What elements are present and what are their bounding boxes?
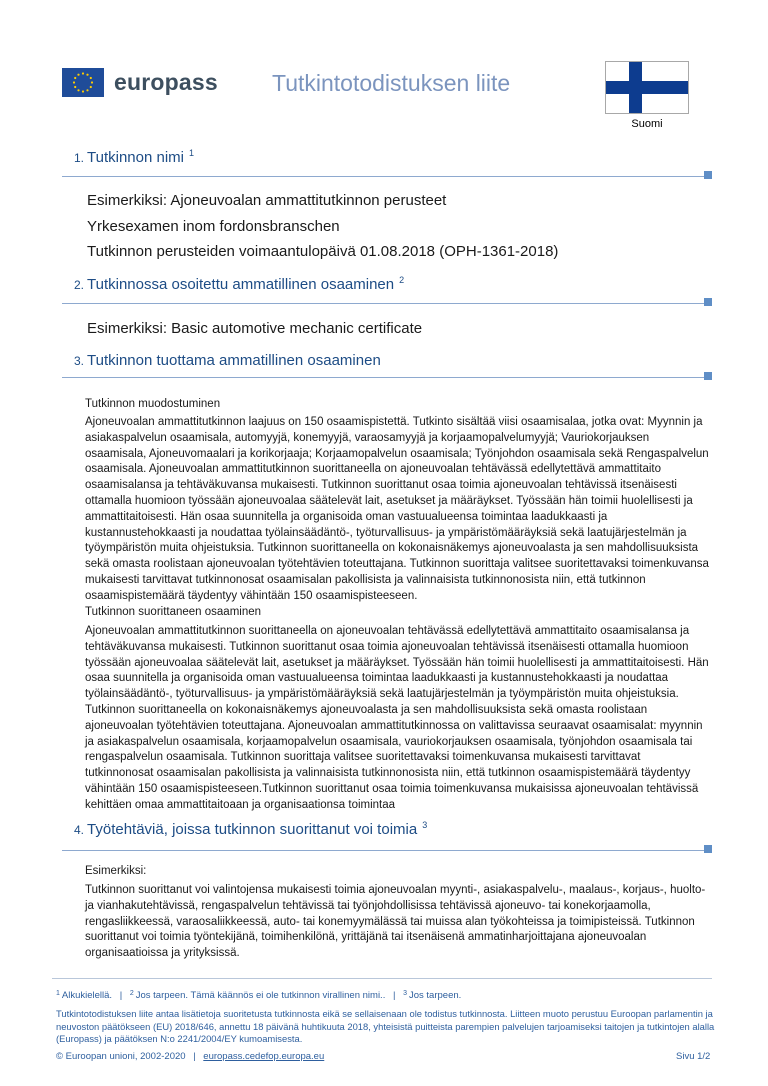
page-number: Sivu 1/2: [676, 1051, 711, 1062]
brand-name: europass: [114, 69, 218, 95]
subheading-examples: Esimerkiksi:: [85, 865, 147, 877]
qualification-name: Esimerkiksi: Ajoneuvoalan ammattitutkinnon perusteet: [87, 192, 447, 209]
footer-separator: |: [193, 1051, 196, 1062]
section-3-heading: [74, 352, 381, 369]
footnotes: [56, 990, 461, 1001]
footer-disclaimer: Tutkintotodistuksen liite antaa lisätietoja suoritetusta tutkinnosta eikä se sellaisenaan ole todistus tutkinnosta. Liitteen muoto perustuu Euroopan parlamentin ja neuvoston päätökseen (EU) 2018/646, annettu 18 päivänä huhtikuuta 2018, yhteisistä puitteista parempien palvelujen tarjoamiseksi taitojen ja tutkintojen alalla (Europass) ja päätöksen N:o 2241/2004/EY kumoamisesta.: [56, 1008, 715, 1045]
section-number: 3.: [74, 354, 85, 368]
europass-logo: [62, 68, 218, 97]
footnote-separator: |: [119, 990, 123, 1001]
footnote-text: Jos tarpeen.: [409, 990, 462, 1001]
competence-paragraph: Ajoneuvoalan ammattitutkinnon suorittaneella on ajoneuvoalan tehtävässä edellytettävä ammattitaito osaamisalansa ja tehtäväkuvansa mukaisesti. Tutkinnon suorittanut osaa toimia ajoneuvoalan tehtävissä itsenäisesti ottamalla huomioon työssään ajoneuvoalaa säätelevät lait, asetukset ja määräykset. Työssään hän toimii huolellisesti ja ammattitaitoisesti. Hän osaa suunnitella ja organisoida oman vastuualueensa toimintaa laadukkaasti ja kustannustehokkaasti ja noudattaa työlainsäädäntö-, työturvallisuus- ja ympäristömääräyksiä sekä laatujärjestelmän ja työympäristön muita ohjeistuksia. Tutkinnon suorittaneella on kokonaisnäkemys ajoneuvoalasta ja sen mahdollisuuksista sekä omasta roolistaan ajoneuvoalan työtehtävien toteuttajana. Ajoneuvoalan ammattitutkinnossa on valittavissa seuraavat osaamisalat: myynnin ja asiakaspalvelun osaamisala, korjaamopalvelun osaamisala, vauriokorjauksen osaamisala, työnjohdon osaamisala tai rengaspalvelun osaamisala. Tutkinnon suorittaja valitsee suoritettavaksi toimenkuvansa mukaisesti tarvittavat tutkinnonosat osaamisalan pakollisista ja valinnaisista tutkinnonosista niin, että tutkinnon osaamispistemäärä täydentyy vähintään 150 osaamispisteeseen.Tutkinnon suorittanut osaa toimia toimenkuvansa mukaisissa ajoneuvoalan tehtävissä kehittäen omaa ammattitaitoaan ja organisaationsa toimintaa: [85, 625, 709, 811]
section-number: 2.: [74, 278, 85, 292]
footnote-number: 2: [129, 990, 134, 997]
divider-marker: [704, 298, 712, 306]
footnote-text: Jos tarpeen. Tämä käännös ei ole tutkinnon virallinen nimi..: [135, 990, 386, 1001]
footnote-separator: |: [392, 990, 396, 1001]
section-number: 1.: [74, 151, 85, 165]
europass-link[interactable]: europass.cedefop.europa.eu: [203, 1051, 325, 1062]
occupations-paragraph: Tutkinnon suorittanut voi valintojensa mukaisesti toimia ajoneuvoalan myynti-, asiakaspalvelu-, maalaus-, korjaus-, huolto- ja vianhakutehtävissä, rengaspalvelun tehtävissä tai työnjohdollisissa tehtävissä ajoneuvo- tai konekorjaamolla, rengasliikkeessä, varaosaliikkeessä, auto- tai konemyymälässä tai muissa alan työkohteissa ja toimipisteissä. Tutkinnon suorittanut voi toimia työntekijänä, toimihenkilönä, yrittäjänä tai itsenäisenä ammatinharjoittajana ajoneuvoalan organisaatioissa ja yrityksissä.: [85, 884, 706, 960]
section-title: Tutkinnon tuottama ammatillinen osaaminen: [87, 352, 381, 369]
finland-flag-icon: [605, 61, 689, 114]
section-4-heading: [74, 821, 427, 838]
document-title: Tutkintotodistuksen liite: [272, 70, 511, 96]
footnote-ref: 1: [189, 148, 195, 158]
divider-marker: [704, 845, 712, 853]
footnote-text: Alkukielellä.: [61, 990, 113, 1001]
divider-marker: [704, 372, 712, 380]
footer-bottom-line: [56, 1051, 324, 1062]
translated-title: Esimerkiksi: Basic automotive mechanic certificate: [87, 320, 423, 337]
structure-paragraph: Ajoneuvoalan ammattitutkinnon laajuus on 150 osaamispistettä. Tutkinto sisältää viisi osaamisalaa, jotka ovat: Myynnin ja asiakaspalvelun osaamisala, automyyjä, konemyyjä, varaosamyyjä ja korjaamopalvelumyyjä; Vauriokorjauksen osaamisala, Ajoneuvomaalari ja korikorjaaja; Korjaamopalvelun osaamisala; Työnjohdon osaamisala sekä Rengaspalvelun osaamisala. Ajoneuvoalan ammattitutkinnon suorittaneella on ajoneuvoalan tehtävässä edellytettävä ammattitaito osaamisalansa ja tehtäväkuvansa mukaisesti. Tutkinnon suorittanut osaa toimia ajoneuvoalan tehtävissä itsenäisesti ottamalla huomioon työssään ajoneuvoalaa säätelevät lait, asetukset ja määräykset. Työssään hän toimii huolellisesti ja ammattitaitoisesti. Hän osaa suunnitella ja organisoida oman vastuualueensa toimintaa laadukkaasti ja kustannustehokkaasti ja noudattaa työlainsäädäntö-, työturvallisuus- ja ympäristömääräyksiä sekä laatujärjestelmän ja työympäristön muita ohjeistuksia. Tutkinnon suorittaneella on kokonaisnäkemys ajoneuvoalasta ja sen mahdollisuuksista sekä omasta roolistaan ajoneuvoalan työtehtävien toteuttajana. Tutkinnon suorittaja valitsee suoritettavaksi toimenkuvansa mukaisesti tarvittavat tutkinnonosat osaamisalan pakollisista ja valinnaisista tutkinnonosista niin, että tutkinnon osaamispistemäärä täydentyy vähintään 150 osaamispisteeseen.: [85, 416, 709, 602]
footnote-number: 1: [56, 990, 60, 997]
footnote-number: 3: [403, 990, 407, 997]
subheading-competence: Tutkinnon suorittaneen osaaminen: [85, 606, 262, 618]
section-divider: [62, 850, 712, 851]
section-divider: [62, 377, 712, 378]
footnote-ref: 3: [422, 820, 428, 830]
section-title: Työtehtäviä, joissa tutkinnon suorittanut voi toimia: [87, 821, 418, 838]
section-divider: [62, 176, 712, 177]
section-1-heading: [74, 149, 194, 166]
section-divider: [62, 303, 712, 304]
footnote-ref: 2: [399, 275, 405, 285]
qualification-name-sv: Yrkesexamen inom fordonsbranschen: [87, 218, 340, 235]
section-title: Tutkinnossa osoitettu ammatillinen osaaminen: [87, 276, 395, 293]
section-2-heading: [74, 276, 404, 293]
footer-divider: [52, 978, 712, 979]
eu-flag-icon: [62, 68, 104, 97]
divider-marker: [704, 171, 712, 179]
effective-date: Tutkinnon perusteiden voimaantulopäivä 01.08.2018 (OPH-1361-2018): [87, 243, 559, 260]
subheading-structure: Tutkinnon muodostuminen: [85, 398, 221, 410]
section-number: 4.: [74, 823, 85, 837]
section-title: Tutkinnon nimi: [87, 149, 185, 166]
country-label: Suomi: [631, 118, 663, 130]
copyright: © Euroopan unioni, 2002-2020: [56, 1051, 186, 1062]
